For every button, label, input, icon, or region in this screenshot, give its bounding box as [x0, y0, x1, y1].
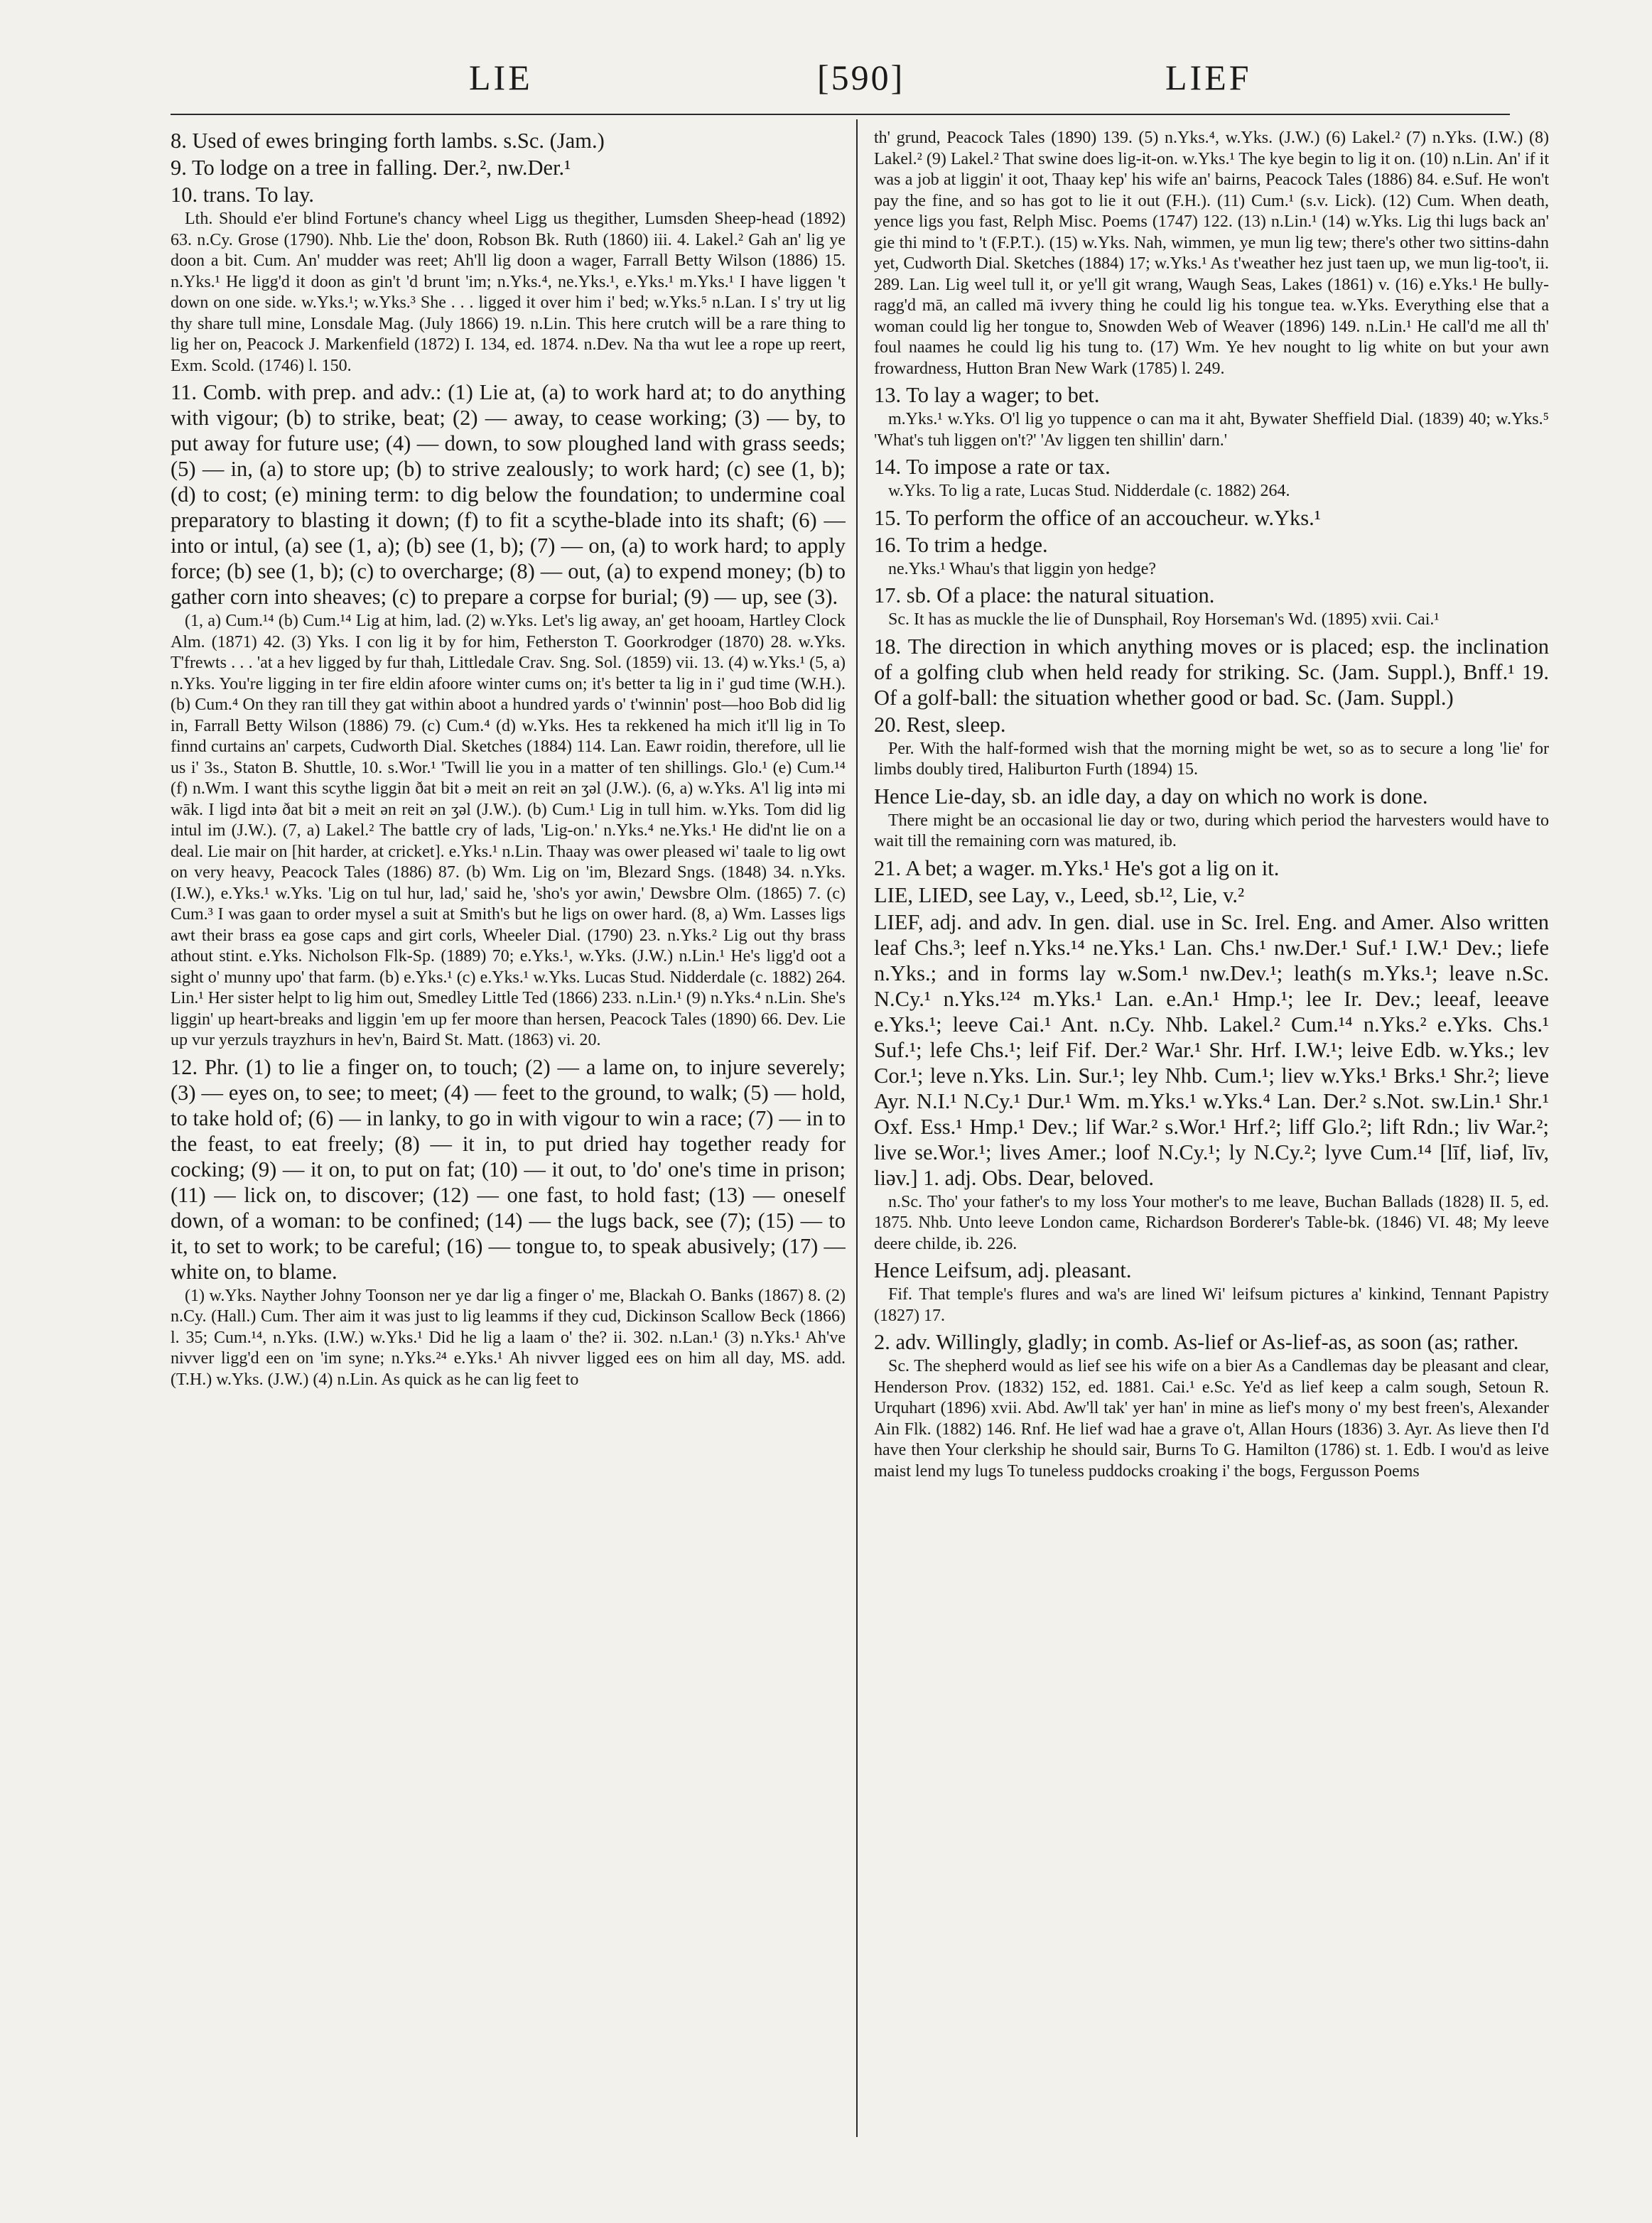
- definition-paragraph: 17. sb. Of a place: the natural situation.: [874, 583, 1215, 607]
- citation-paragraph: n.Sc. Tho' your father's to my loss Your mother's to me leave, Buchan Ballads (1828) II. 5, ed. 1875. Nhb. Unto leeve London came, Richardson Borderer's Table-bk. (1846) VI. 48; My leeve deere childe, ib. 226.: [874, 1192, 1549, 1253]
- citation-paragraph: w.Yks. To lig a rate, Lucas Stud. Nidderdale (c. 1882) 264.: [888, 482, 1290, 500]
- citation-paragraph: There might be an occasional lie day or two, during which period the harvesters would have to wait till the remaining corn was matured, ib.: [874, 811, 1549, 850]
- definition-paragraph: 18. The direction in which anything moves or is placed; esp. the inclination of a golfing club when held ready for striking. Sc. (Jam. Suppl.), Bnff.¹ 19. Of a golf-ball: the situation whether good or bad. Sc. (Jam. Suppl.): [874, 634, 1549, 710]
- definition-paragraph: Hence Lie-day, sb. an idle day, a day on which no work is done.: [874, 784, 1428, 808]
- page-number: [590]: [817, 58, 905, 97]
- citation-paragraph: (1) w.Yks. Nayther Johny Toonson ner ye dar lig a finger o' me, Blackah O. Banks (1867) 8. (2) n.Cy. (Hall.) Cum. Ther aim it was just to lig leamms if they cud, Dickinson Scallow Beck (1866) l. 35; Cum.¹⁴, n.Yks. (I.W.) w.Yks.¹ Did he lig a laam o' the? ii. 302. n.Lan.¹ (3) n.Yks.¹ Ah've nivver ligg'd een on 'im syne; n.Yks.²⁴ e.Yks.¹ Ah nivver ligged ees on him all day, MS. add. (T.H.) w.Yks. (J.W.) (4) n.Lin. As quick as he can lig feet to: [171, 1286, 846, 1389]
- header-rule: [171, 114, 1510, 115]
- citation-paragraph: th' grund, Peacock Tales (1890) 139. (5) n.Yks.⁴, w.Yks. (J.W.) (6) Lakel.² (7) n.Yks. (I.W.) (8) Lakel.² (9) Lakel.² That swine does lig-it-on. w.Yks.¹ The kye begin to lig it on. (10) n.Lin. An' if it was a job at liggin' it oot, Thaay kep' his wife an' bairns, Peacock Tales (1886) 84. e.Suf. He won't pay the fine, and so has got to lie it out (F.H.). (11) Cum.¹ (s.v. Lick). (12) Cum. When death, yence ligs you fast, Relph Misc. Poems (1747) 122. (13) n.Lin.¹ (14) w.Yks. Lig thi lugs back an' gie thi mind to 't (F.P.T.). (15) w.Yks. Nah, wimmen, ye mun lig tew; there's other two sittins-dahn yet, Cudworth Dial. Sketches (1884) 17; w.Yks.¹ As t'weather hez just taen up, we mun lig-too't, ii. 289. Lan. Lig weel tull it, or ye'll git wrang, Waugh Seas, Lakes (1861) v. (16) e.Yks.¹ He bully-ragg'd mā, an called mā ivvery thing he could lig his tongue tea. w.Yks. Everything else that a woman could lig her tongue to, Snowden Web of Weaver (1896) 149. n.Lin.¹ He call'd me all th' foul naames he could lig his tung to. (17) Wm. Ye hev nought to lig white on but your awn frowardness, Hutton Bran New Wark (1785) l. 249.: [874, 129, 1549, 378]
- definition-paragraph: LIEF, adj. and adv. In gen. dial. use in Sc. Irel. Eng. and Amer. Also written leaf Chs.³; leef n.Yks.¹⁴ ne.Yks.¹ Lan. Chs.¹ nw.Der.¹ Suf.¹ I.W.¹ Dev.; liefe n.Yks.; and in forms lay w.Som.¹ nw.Dev.¹; leath(s m.Yks.¹; leave n.Sc. N.Cy.¹ n.Yks.¹²⁴ m.Yks.¹ Lan. e.An.¹ Hmp.¹; lee Ir. Dev.; leeaf, leeave e.Yks.¹; leeve Cai.¹ Ant. n.Cy. Nhb. Lakel.² Cum.¹⁴ n.Yks.² e.Yks. Chs.¹ Suf.¹; lefe Chs.¹; leif Fif. Der.² War.¹ Shr. Hrf. I.W.¹; leive Edb. w.Yks.; lev Cor.¹; leve n.Yks. Lin. Sur.¹; ley Nhb. Cum.¹; liev w.Yks.¹ Brks.¹ Shr.²; lieve Ayr. N.I.¹ N.Cy.¹ Dur.¹ Wm. m.Yks.¹ w.Yks.⁴ Lan. Der.² s.Not. sw.Lin.¹ Shr.¹ Oxf. Ess.¹ Hmp.¹ Dev.; lif War.² s.Wor.¹ Hrf.²; liff Glo.²; lift Rdn.; liv War.²; live se.Wor.¹; lives Amer.; loof N.Cy.¹; ly N.Cy.²; lyve Cum.¹⁴ [līf, liəf, līv, liəv.] 1. adj. Obs. Dear, beloved.: [874, 909, 1549, 1190]
- definition-paragraph: 21. A bet; a wager. m.Yks.¹ He's got a lig on it.: [874, 855, 1280, 880]
- column-divider: [856, 119, 858, 2137]
- definition-paragraph: 20. Rest, sleep.: [874, 712, 1006, 737]
- definition-paragraph: 11. Comb. with prep. and adv.: (1) Lie at, (a) to work hard at; to do anything with vigour; (b) to strike, beat; (2) — away, to cease working; (3) — by, to put away for future use; (4) — down, to sow ploughed land with grass seeds; (5) — in, (a) to store up; (b) to strive zealously; to work hard; (c) see (1, b); (d) to cost; (e) mining term: to dig below the foundation; to undermine coal preparatory to blasting it down; (f) to fit a scythe-blade into its shaft; (6) — into or intul, (a) see (1, a); (b) see (1, b); (7) — on, (a) to work hard; to apply force; (b) see (1, b); (c) to overcharge; (8) — out, (a) to expend money; (b) to gather corn into sheaves; (c) to prepare a corpse for burial; (9) — up, see (3).: [171, 380, 846, 609]
- definition-paragraph: 2. adv. Willingly, gladly; in comb. As-lief or As-lief-as, as soon (as; rather.: [874, 1330, 1519, 1354]
- left-column: [171, 128, 846, 2160]
- right-column: [874, 128, 1549, 2160]
- definition-paragraph: 9. To lodge on a tree in falling. Der.², nw.Der.¹: [171, 156, 571, 180]
- citation-paragraph: Lth. Should e'er blind Fortune's chancy wheel Ligg us thegither, Lumsden Sheep-head (1892) 63. n.Cy. Grose (1790). Nhb. Lie the' doon, Robson Bk. Ruth (1860) iii. 4. Lakel.² Gah an' lig ye doon a bit. Cum. An' mudder was reet; Ah'll lig doon a wager, Farrall Betty Wilson (1886) 15. n.Yks.¹ He ligg'd it doon as gin't 'd brunt 'im; n.Yks.⁴, ne.Yks.¹, e.Yks.¹ m.Yks.¹ I have liggen 't down on one side. w.Yks.¹; w.Yks.³ She . . . ligged it over him i' bed; w.Yks.⁵ n.Lan. I s' try ut lig thy share tull mine, Lonsdale Mag. (July 1866) 19. n.Lin. This here crutch will be a rare thing to lig her on, Peacock J. Markenfield (1872) I. 134, ed. 1874. n.Dev. Na tha wut lee a rope up reert, Exm. Scold. (1746) l. 150.: [171, 210, 846, 375]
- citation-paragraph: m.Yks.¹ w.Yks. O'l lig yo tuppence o can ma it aht, Bywater Sheffield Dial. (1839) 40; w.Yks.⁵ 'What's tuh liggen on't?' 'Av liggen ten shillin' darn.': [874, 410, 1549, 450]
- definition-paragraph: 15. To perform the office of an accoucheur. w.Yks.¹: [874, 505, 1321, 530]
- definition-paragraph: 13. To lay a wager; to bet.: [874, 383, 1100, 407]
- definition-paragraph: Hence Leifsum, adj. pleasant.: [874, 1258, 1132, 1282]
- header-right-headword: LIEF: [1165, 58, 1252, 97]
- citation-paragraph: (1, a) Cum.¹⁴ (b) Cum.¹⁴ Lig at him, lad. (2) w.Yks. Let's lig away, an' get hooam, Hartley Clock Alm. (1871) 42. (3) Yks. I con lig it by for him, Fetherston T. Goorkrodger (1870) 28. w.Yks. T'frewts . . . 'at a hev ligged by fur thah, Littledale Crav. Sng. Sol. (1859) vii. 13. (4) w.Yks.¹ (5, a) n.Yks. You're ligging in ter fire eldin afoore winter cums on; it's better ta lig in i' gud time (W.H.). (b) Cum.⁴ On they ran till they gat within aboot a hundred yards o' t'winnin' post—hoo Bob did lig in, Farrall Betty Wilson (1886) 79. (c) Cum.⁴ (d) w.Yks. Hes ta rekkened ha mich it'll lig in To finnd curtains an' carpets, Cudworth Dial. Sketches (1884) 114. Lan. Eawr roidin, therefore, ull lie us i' 3s., Staton B. Shuttle, 10. s.Wor.¹ 'Twill lie you in a matter of ten shillings. Glo.¹ (e) Cum.¹⁴ (f) n.Wm. I want this scythe liggin ðat bit ə meit ən reit ən ʒəl (J.W.). (6, a) w.Yks. A'l lig intə mi wāk. I ligd intə ðat bit ə meit ən reit ən ʒəl (J.W.). (b) Cum.¹ Lig in tull him. w.Yks. Tom did lig intul im (J.W.). (7, a) Lakel.² The battle cry of lads, 'Lig-on.' n.Yks.⁴ ne.Yks.¹ He did'nt lie on a deal. Lie mair on [hit harder, at cricket]. e.Yks.¹ n.Lin. Thaay was ower pleased wi' taale to lig owt on very heavy, Peacock Tales (1886) 87. (b) Wm. Lig on 'im, Blezard Sngs. (1848) 34. n.Yks. (I.W.), e.Yks.¹ w.Yks. 'Lig on tul hur, lad,' said he, 'sho's yor awin,' Dewsbre Olm. (1865) 7. (c) Cum.³ I was gaan to order mysel a suit at Smith's but he ligs on ower hard. (8, a) Wm. Lasses ligs awt their brass ea gose caps and girt corls, Wheeler Dial. (1790) 23. n.Yks.² Lig out thy brass athout stint. e.Yks. Nicholson Flk-Sp. (1889) 70; e.Yks.¹, w.Yks. (J.W.) n.Lin.¹ He's ligg'd oot a sight o' munny upo' that farm. (b) e.Yks.¹ (c) e.Yks.¹ w.Yks. Lucas Stud. Nidderdale (c. 1882) 264. Lin.¹ Her sister helpt to lig him out, Smedley Little Ted (1866) 233. n.Lin.¹ (9) n.Yks.⁴ n.Lin. She's liggin' up heart-breaks and liggin 'em up fer moore than hersen, Peacock Tales (1890) 66. Dev. Lie up vur yerzuls trayzhurs in hev'n, Baird St. Matt. (1863) vi. 20.: [171, 612, 846, 1049]
- definition-paragraph: LIE, LIED, see Lay, v., Leed, sb.¹², Lie, v.²: [874, 882, 1245, 907]
- definition-paragraph: 10. trans. To lay.: [171, 183, 315, 207]
- header-left-headword: LIE: [469, 58, 533, 97]
- definition-paragraph: 12. Phr. (1) to lie a finger on, to touch; (2) — a lame on, to injure severely; (3) — eyes on, to see; to meet; (4) — feet to the ground, to walk; (5) — hold, to take hold of; (6) — in lanky, to go in with vigour to win a race; (7) — in to the feast, to eat freely; (8) — it in, to put dried hay together ready for cocking; (9) — it on, to put on fat; (10) — it out, to 'do' one's time in prison; (11) — lick on, to discover; (12) — one fast, to hold fast; (13) — oneself down, of a woman: to be confined; (14) — the lugs back, see (7); (15) — to it, to set to work; to be careful; (16) — tongue to, to speak abusively; (17) — white on, to blame.: [171, 1054, 846, 1284]
- citation-paragraph: Per. With the half-formed wish that the morning might be wet, so as to secure a long 'lie' for limbs doubly tired, Haliburton Furth (1894) 15.: [874, 739, 1549, 779]
- definition-paragraph: 8. Used of ewes bringing forth lambs. s.Sc. (Jam.): [171, 129, 605, 153]
- definition-paragraph: 14. To impose a rate or tax.: [874, 455, 1111, 479]
- page-header: [171, 57, 1506, 121]
- citation-paragraph: Sc. The shepherd would as lief see his wife on a bier As a Candlemas day be pleasant and clear, Henderson Prov. (1832) 152, ed. 1881. Cai.¹ e.Sc. Ye'd as lief keep a calm sough, Setoun R. Urquhart (1896) xvii. Abd. Aw'll tak' yer han' in mine as lief's mony o' my best freen's, Alexander Ain Flk. (1882) 146. Rnf. He lief wad hae a grave o't, Allan Hours (1836) 3. Ayr. As lieve then I'd have then Your clerkship he should sair, Burns To G. Hamilton (1786) st. 1. Edb. I wou'd as leive maist lend my lugs To tuneless puddocks croaking i' the bogs, Fergusson Poems: [874, 1357, 1549, 1481]
- citation-paragraph: Sc. It has as muckle the lie of Dunsphail, Roy Horseman's Wd. (1895) xvii. Cai.¹: [888, 610, 1440, 629]
- definition-paragraph: 16. To trim a hedge.: [874, 532, 1048, 557]
- citation-paragraph: ne.Yks.¹ Whau's that liggin yon hedge?: [888, 559, 1157, 578]
- citation-paragraph: Fif. That temple's flures and wa's are lined Wi' leifsum pictures a' kinkind, Tennant Papistry (1827) 17.: [874, 1285, 1549, 1325]
